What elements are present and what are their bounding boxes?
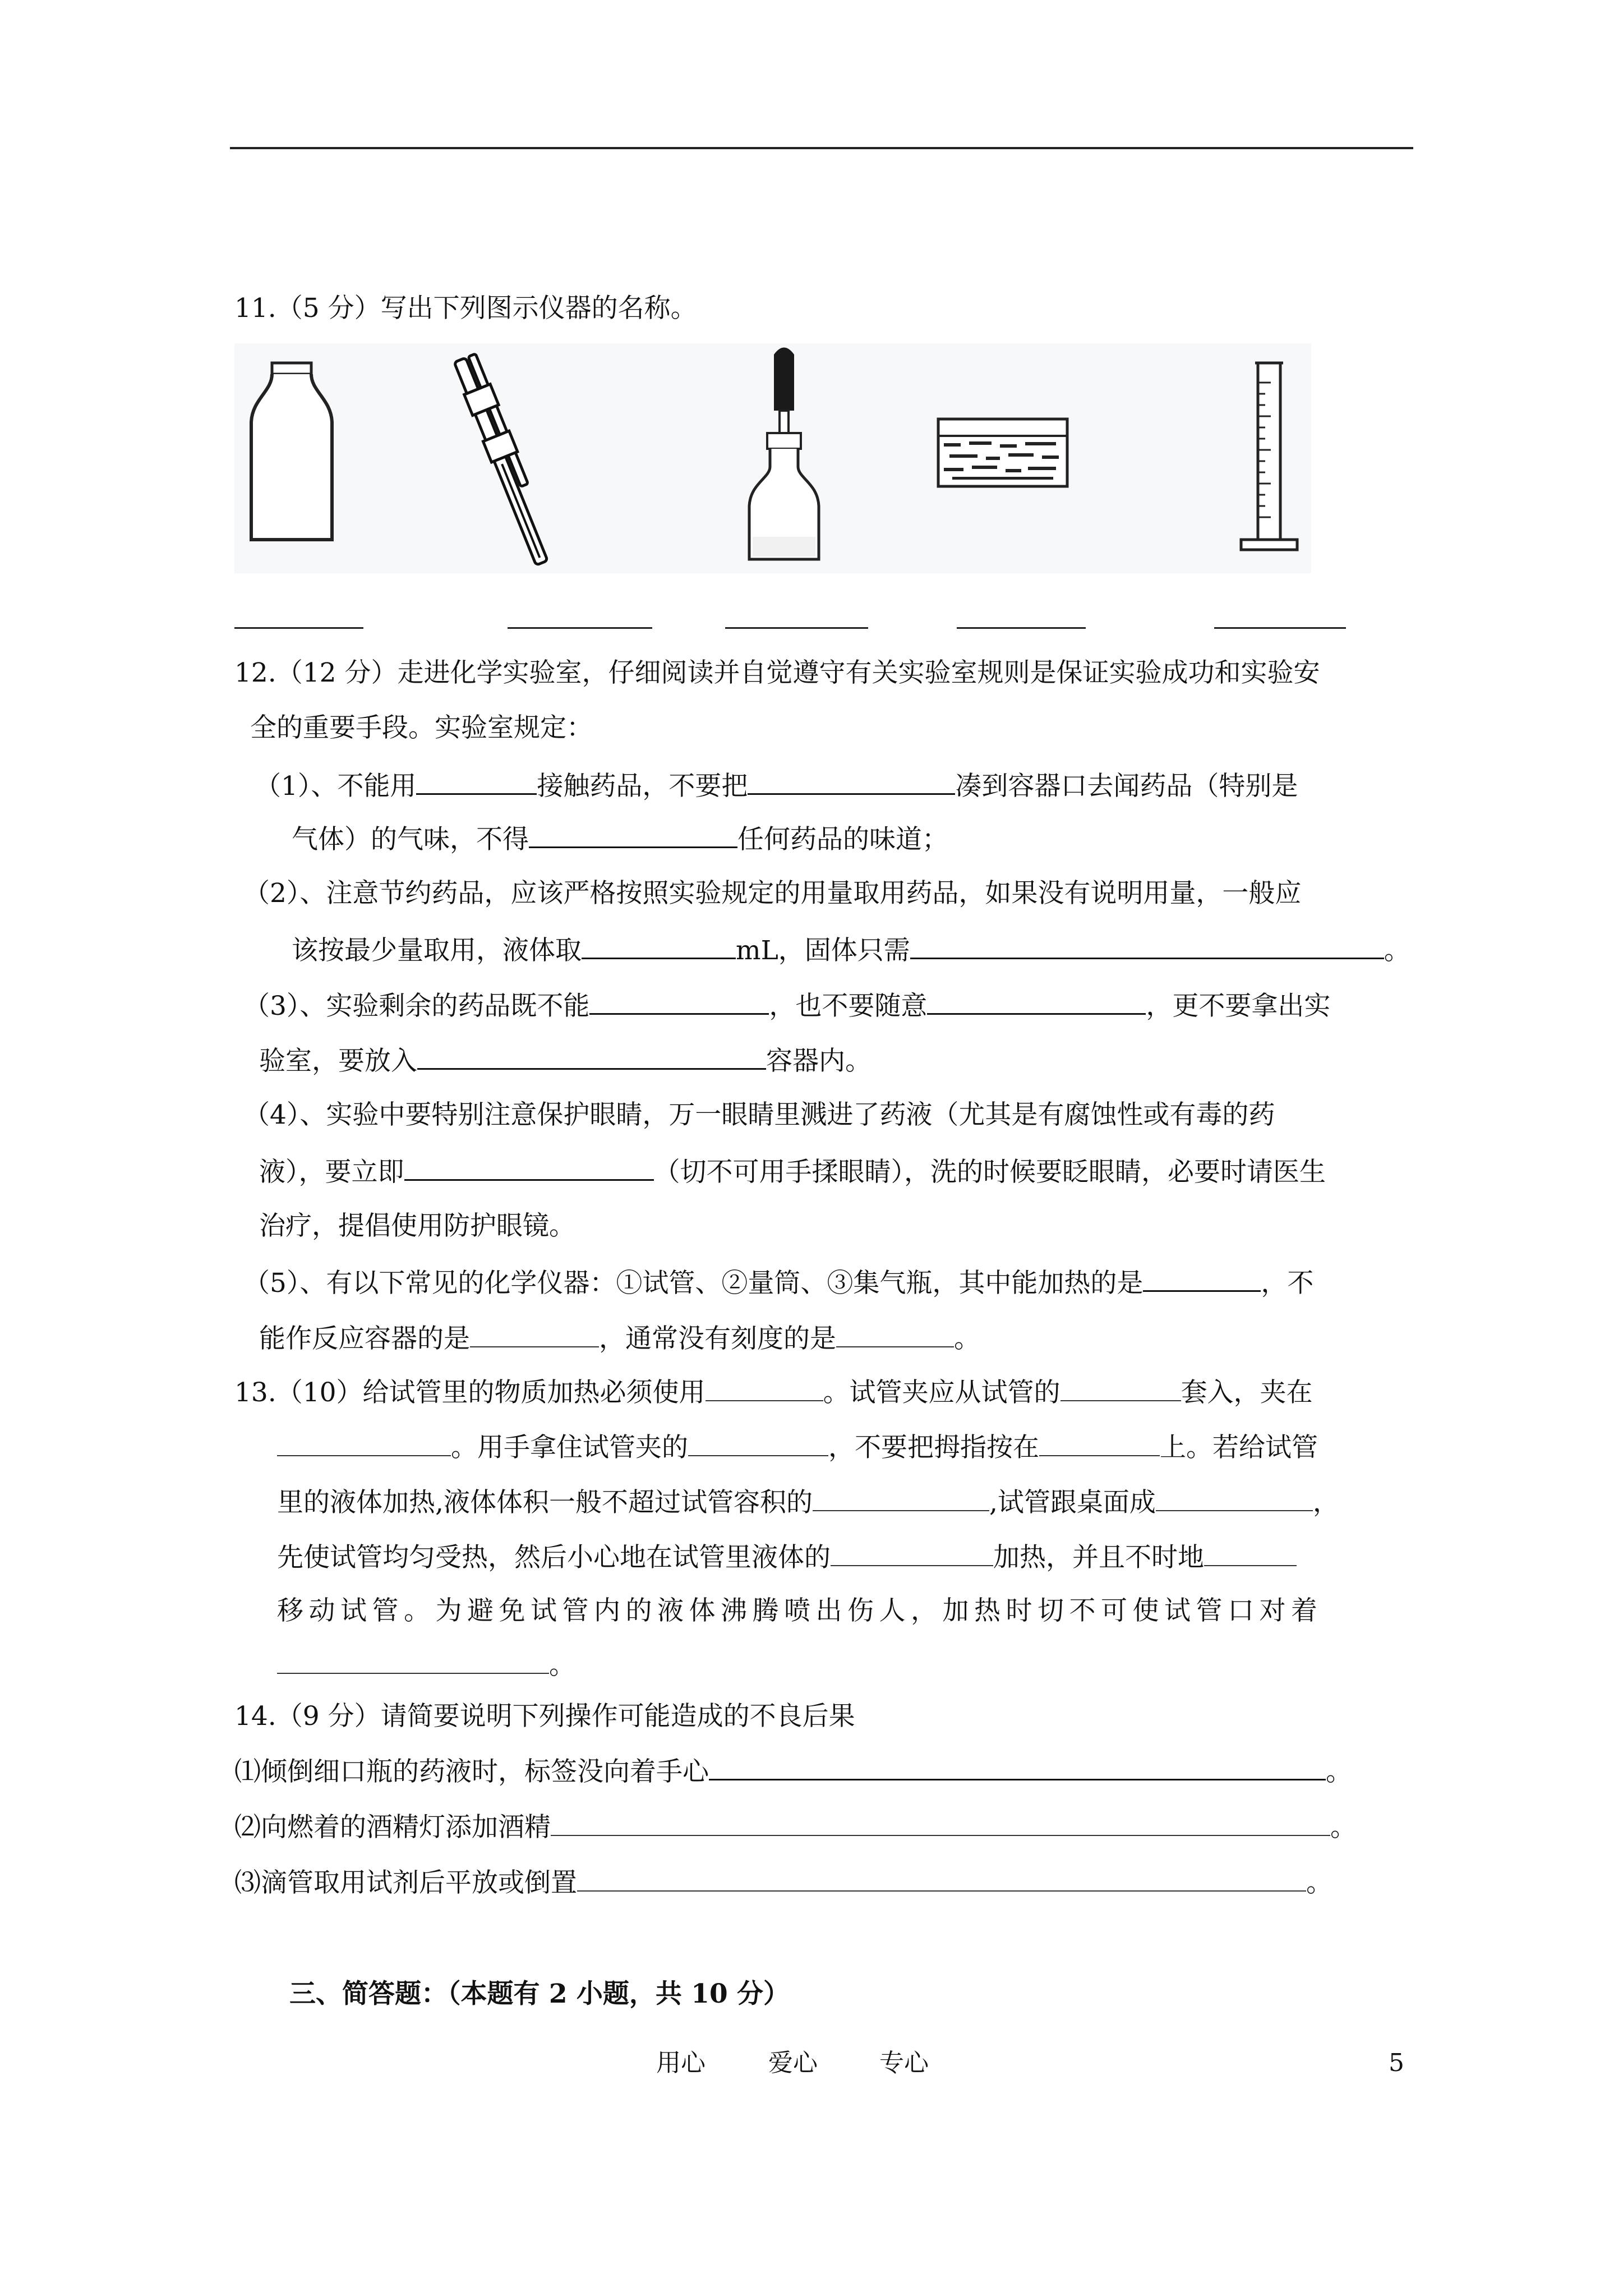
- q13-blank-6[interactable]: [813, 1485, 989, 1511]
- q13-line3: [277, 1485, 1339, 1520]
- q14-title: 14.（9 分）请简要说明下列操作可能造成的不良后果: [234, 1701, 855, 1732]
- q11-text: 11.（5 分）写出下列图示仪器的名称。: [234, 293, 697, 324]
- q14-item3: [234, 1866, 1332, 1900]
- q12-blank-6[interactable]: [589, 988, 769, 1015]
- q14-i2-end: 。: [1330, 1812, 1357, 1843]
- q12-blank-9[interactable]: [404, 1154, 654, 1181]
- q12-p3-line1: [243, 988, 1330, 1023]
- q13-line1: [234, 1375, 1313, 1410]
- q14-item1: [234, 1754, 1352, 1789]
- q14-i2: ⑵向燃着的酒精灯添加酒精: [234, 1812, 551, 1843]
- q12-p5-c: 能作反应容器的是: [259, 1323, 470, 1354]
- q12-blank-5[interactable]: [910, 933, 1384, 959]
- header-rule: [230, 147, 1413, 149]
- q13-l6: 。: [549, 1650, 575, 1681]
- q12-blank-2[interactable]: [748, 769, 955, 795]
- q13-l2b: ，不要把拇指按在: [828, 1432, 1039, 1463]
- q14-blank-1[interactable]: [709, 1754, 1326, 1780]
- q12-p5-a: （5）、有以下常见的化学仪器：①试管、②量筒、③集气瓶，其中能加热的是: [243, 1268, 1144, 1299]
- q12-p3-d: 验室，要放入: [259, 1046, 417, 1076]
- q13-l1a: 13.（10）给试管里的物质加热必须使用: [234, 1377, 706, 1408]
- q13-l2c: 上。若给试管: [1160, 1432, 1318, 1463]
- q13-line5: 移动试管。为避免试管内的液体沸腾喷出伤人，加热时切不可使试管口对着: [277, 1595, 1323, 1626]
- q12-p2-b: 该按最少量取用，液体取: [292, 935, 582, 966]
- q12-p2-d: 。: [1384, 935, 1410, 966]
- q13-l3b: ,试管跟桌面成: [989, 1487, 1156, 1518]
- q12-p4-line2: [259, 1154, 1326, 1189]
- q12-p1-line1: [255, 769, 1298, 803]
- q13-line6: [277, 1648, 575, 1682]
- q14-item2: [234, 1810, 1357, 1844]
- q12-p1-line2: [292, 822, 948, 857]
- q12-blank-1[interactable]: [416, 769, 537, 795]
- q12-intro-2: 全的重要手段。实验室规定：: [250, 712, 593, 743]
- q12-blank-7[interactable]: [927, 988, 1146, 1015]
- q13-blank-1[interactable]: [706, 1375, 823, 1401]
- q13-l3a: 里的液体加热,液体体积一般不超过试管容积的: [277, 1487, 813, 1518]
- q12-p2-line2: [292, 933, 1410, 968]
- graduated-cylinder-icon: [1238, 360, 1300, 554]
- q12-blank-4[interactable]: [582, 933, 736, 959]
- q13-l1b: 。试管夹应从试管的: [823, 1377, 1061, 1408]
- section-3-heading: 三、简答题：（本题有 2 小题，共 10 分）: [289, 1978, 790, 2009]
- q12-p5-line2: [259, 1322, 980, 1356]
- q13-blank-9[interactable]: [1204, 1540, 1297, 1566]
- q13-blank-5[interactable]: [1039, 1430, 1160, 1456]
- q12-p4-line3: 治疗，提倡使用防护眼镜。: [259, 1211, 575, 1241]
- q12-p5-b: ，不: [1261, 1268, 1314, 1299]
- q13-l1c: 套入，夹在: [1181, 1377, 1313, 1408]
- dropper-bottle-icon: [739, 343, 829, 568]
- q13-line2: [277, 1430, 1318, 1465]
- q12-p3-b: ，也不要随意: [769, 991, 928, 1022]
- answer-blank-4[interactable]: [957, 627, 1086, 629]
- footer-zhuanxin: 专心: [879, 2049, 929, 2077]
- q13-l2a: 。用手拿住试管夹的: [451, 1432, 688, 1463]
- page-number: 5: [1389, 2049, 1404, 2077]
- q14-blank-3[interactable]: [577, 1866, 1306, 1892]
- q13-blank-8[interactable]: [831, 1540, 993, 1566]
- q12-p5-d: ，通常没有刻度的是: [599, 1323, 836, 1354]
- q14-i3-end: 。: [1306, 1867, 1332, 1898]
- q12-p5-line1: [243, 1266, 1313, 1300]
- q14-i1: ⑴倾倒细口瓶的药液时，标签没向着手心: [234, 1756, 709, 1787]
- q12-p1-a: （1）、不能用: [255, 771, 417, 802]
- q12-p1-c: 凑到容器口去闻药品（特别是: [955, 771, 1298, 802]
- q13-line4: [277, 1540, 1297, 1575]
- q12-p2-c: mL，固体只需: [736, 935, 910, 966]
- footer-aixin: 爱心: [768, 2049, 818, 2077]
- q13-blank-2[interactable]: [1061, 1375, 1181, 1401]
- q12-p5-e: 。: [954, 1323, 980, 1354]
- q12-blank-10[interactable]: [1143, 1266, 1261, 1292]
- q13-blank-7[interactable]: [1156, 1485, 1313, 1511]
- q12-p1-b: 接触药品，不要把: [537, 771, 748, 802]
- q13-blank-4[interactable]: [688, 1430, 828, 1456]
- q12-p3-e: 容器内。: [766, 1046, 872, 1076]
- q13-l3c: ，: [1312, 1487, 1339, 1518]
- q14-i3: ⑶滴管取用试剂后平放或倒置: [234, 1867, 577, 1898]
- answer-blank-3[interactable]: [725, 627, 868, 629]
- wide-mouth-bottle-icon: [241, 360, 342, 545]
- answer-blank-1[interactable]: [234, 627, 363, 629]
- evaporating-dish-icon: [935, 416, 1070, 489]
- q12-blank-3[interactable]: [529, 822, 737, 848]
- q14-blank-2[interactable]: [551, 1810, 1330, 1836]
- q12-blank-8[interactable]: [417, 1043, 766, 1070]
- q12-p1-e: 任何药品的味道；: [737, 824, 948, 855]
- q12-p4-c: （切不可用手揉眼睛），洗的时候要眨眼睛，必要时请医生: [653, 1157, 1326, 1188]
- q13-l4b: 加热，并且不时地: [993, 1542, 1204, 1573]
- q12-p4-b: 液），要立即: [259, 1157, 404, 1188]
- instrument-figure: [234, 343, 1311, 573]
- q12-p2-line1: （2）、注意节约药品，应该严格按照实验规定的用量取用药品，如果没有说明用量，一般应: [243, 878, 1302, 909]
- footer-yongxin: 用心: [656, 2049, 706, 2077]
- q12-p1-d: 气体）的气味，不得: [292, 824, 529, 855]
- answer-blank-2[interactable]: [508, 627, 652, 629]
- q12-p3-line2: [259, 1043, 872, 1078]
- test-tube-holder-icon: [470, 349, 548, 570]
- answer-blank-5[interactable]: [1214, 627, 1346, 629]
- q12-p4-line1: （4）、实验中要特别注意保护眼睛，万一眼睛里溅进了药液（尤其是有腐蚀性或有毒的药: [243, 1099, 1275, 1130]
- q14-i1-end: 。: [1326, 1756, 1352, 1787]
- q12-intro-1: 12.（12 分）走进化学实验室，仔细阅读并自觉遵守有关实验室规则是保证实验成功和实验安: [234, 657, 1320, 688]
- q13-blank-10[interactable]: [277, 1648, 549, 1674]
- q12-p3-c: ，更不要拿出实: [1146, 991, 1331, 1022]
- q12-blank-12[interactable]: [836, 1322, 954, 1347]
- q12-blank-11[interactable]: [470, 1322, 599, 1347]
- q12-p3-a: （3）、实验剩余的药品既不能: [243, 991, 590, 1022]
- q13-l4a: 先使试管均匀受热，然后小心地在试管里液体的: [277, 1542, 831, 1573]
- q13-blank-3[interactable]: [277, 1430, 451, 1456]
